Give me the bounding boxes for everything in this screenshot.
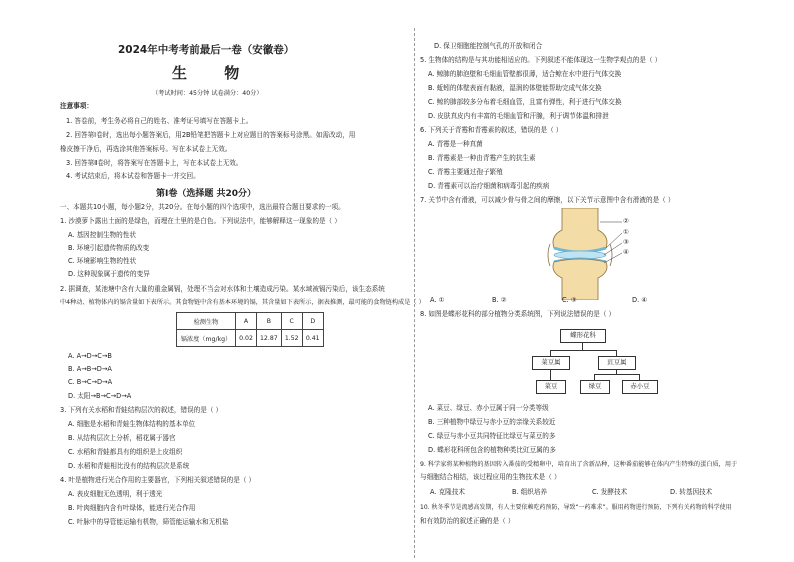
tree-root-node: 蝶形花科 bbox=[560, 329, 606, 343]
joint-label-1: ① bbox=[623, 228, 629, 236]
q1-option-b: B. 环境引起遗传物质的改变 bbox=[68, 244, 150, 252]
question-10-stem: 10. 秋冬季节是流感高发期，有人主要依赖吃药预防，导致“一药难求”。服用药物进行预防，下列有关药物的科学使用 bbox=[420, 504, 732, 511]
exam-info: （考试时间：45分钟 试卷满分：40分） bbox=[152, 90, 263, 97]
question-2-stem-cont: 中4种动、植物体内的镉含量如下表所示。其食物链中含有基本环境的镉，其含量如下表所示，据表推测，最可能的食物链构成是（ ） bbox=[60, 299, 425, 306]
section-intro: 一、本题共10小题，每小题2分，共20分。在每小题的四个选项中，选出最符合题目要求的一项。 bbox=[60, 203, 345, 211]
q5-option-a: A. 鲸肺的肺泡壁和毛细血管壁都很薄，适合鲸在水中进行气体交换 bbox=[428, 70, 622, 78]
note-item: 2. 回答第Ⅰ卷时，选出每小题答案后，用2B铅笔把答题卡上对应题目的答案标号涂黑。如需改动，用 bbox=[66, 131, 356, 139]
note-item: 1. 答卷前，考生务必将自己的姓名、准考证号填写在答题卡上。 bbox=[66, 117, 253, 125]
q8-option-a: A. 菜豆、绿豆、赤小豆属于同一分类等级 bbox=[428, 404, 549, 412]
q3-option-c: C. 水稻和青蛙都具有的组织是上皮组织 bbox=[68, 448, 183, 456]
notes-heading: 注意事项： bbox=[60, 102, 93, 110]
q7-option-c: C. ③ bbox=[562, 296, 577, 304]
q4-option-b: B. 叶肉细胞内含有叶绿体，能进行光合作用 bbox=[68, 504, 196, 512]
q3-option-d: D. 水稻和青蛙相比没有的结构层次是系统 bbox=[68, 462, 190, 470]
q6-option-b: B. 青霉素是一种由青霉产生的抗生素 bbox=[428, 154, 536, 162]
note-item: 3. 回答第Ⅱ卷时，将答案写在答题卡上，写在本试卷上无效。 bbox=[66, 159, 243, 167]
table-cell: A bbox=[236, 313, 257, 330]
q5-option-b: B. 蚯蚓的体壁表面有黏液，湿润的体壁能帮助完成气体交换 bbox=[428, 84, 602, 92]
question-3-stem: 3. 下列有关水稻和青蛙结构层次的叙述，错误的是（ ） bbox=[60, 406, 223, 414]
q1-option-c: C. 环境影响生物的性状 bbox=[68, 257, 137, 265]
question-6-stem: 6. 下列关于青霉和青霉素的叙述，错误的是（ ） bbox=[420, 126, 563, 134]
tree-connector bbox=[594, 374, 640, 375]
q2-option-d: D. 太阳→B→C→D→A bbox=[68, 392, 132, 400]
table-cell: C bbox=[281, 313, 302, 330]
tree-species-node: 赤小豆 bbox=[622, 380, 658, 394]
tree-species-node: 绿豆 bbox=[580, 380, 610, 394]
q4-option-a: A. 表皮细胞无色透明，利于透光 bbox=[68, 490, 163, 498]
q9-option-d: D. 转基因技术 bbox=[670, 488, 713, 496]
q3-option-b: B. 从结构层次上分析，稻花属于器官 bbox=[68, 434, 176, 442]
question-9-stem: 9. 科学家将某种植物的基因转入番茄的受精卵中，培育出了含新品种，这种番茄能够在体内产生特殊的蛋白质，用于 bbox=[420, 461, 738, 468]
q7-option-b: B. ② bbox=[492, 296, 507, 304]
tree-species-node: 菜豆 bbox=[536, 380, 566, 394]
cadmium-table bbox=[176, 312, 324, 347]
q1-option-a: A. 基因控制生物的性状 bbox=[68, 231, 136, 239]
q8-option-d: D. 蝶形花科所包含的植物种类比豇豆属的多 bbox=[428, 446, 556, 454]
table-cell: 0.02 bbox=[236, 330, 257, 347]
q6-option-c: C. 青霉主要通过孢子繁殖 bbox=[428, 168, 503, 176]
note-item: 橡皮擦干净后，再选涂其他答案标号。写在本试卷上无效。 bbox=[60, 145, 232, 153]
question-9-stem-cont: 与细胞结合相结，该过程应用的生物技术是（ ） bbox=[420, 473, 561, 481]
tree-genus-node: 豇豆属 bbox=[598, 356, 636, 370]
question-1-stem: 1. 沙漠萝卜露出土面的是绿色，而埋在土里的是白色。下列说法中，能够解释这一现象的是（ ） bbox=[60, 217, 341, 225]
table-cell: 检测生物 bbox=[177, 313, 236, 330]
question-4-stem: 4. 叶是植物进行光合作用的主要器官，下列相关叙述错误的是（ ） bbox=[60, 476, 256, 484]
tree-connector bbox=[550, 369, 551, 380]
q9-option-a: A. 克隆技术 bbox=[430, 488, 465, 496]
q2-option-b: B. A→B→D→A bbox=[68, 365, 112, 373]
q6-option-d: D. 青霉素可以治疗细菌和病毒引起的疾病 bbox=[428, 182, 550, 190]
q5-option-c: C. 鲸的肺部较多分布着毛细血管，且富有弹性，利于进行气体交换 bbox=[428, 98, 622, 106]
question-5-stem: 5. 生物体的结构是与其功能相适应的。下列叙述不能体现这一生物学观点的是（ ） bbox=[420, 56, 662, 64]
joint-label-2: ② bbox=[623, 217, 629, 225]
subject-title: 生 物 bbox=[172, 64, 256, 82]
q2-option-a: A. A→D→C→B bbox=[68, 352, 112, 360]
q5-option-d: D. 皮肤真皮内有丰富的毛细血管和汗腺，利于调节体温和排泄 bbox=[428, 112, 609, 120]
tree-genus-node: 菜豆属 bbox=[532, 356, 570, 370]
table-cell: 1.52 bbox=[281, 330, 302, 347]
table-cell: 12.87 bbox=[257, 330, 282, 347]
note-item: 4. 考试结束后，将本试卷和答题卡一并交回。 bbox=[66, 172, 200, 180]
table-cell: B bbox=[257, 313, 282, 330]
column-divider bbox=[414, 28, 415, 558]
question-8-stem: 8. 如图是蝶形花科的部分植物分类系统图，下列说法错误的是（ ） bbox=[420, 310, 616, 318]
exam-title: 2024年中考考前最后一卷（安徽卷） bbox=[118, 44, 295, 56]
joint-label-3: ③ bbox=[623, 238, 629, 246]
question-2-stem: 2. 据调查，某池塘中含有大量的重金属镉，处理不当会对水体和土壤造成污染。某水域被镉污染后，该生态系统 bbox=[60, 285, 385, 293]
q7-option-a: A. ① bbox=[430, 296, 445, 304]
q1-option-d: D. 这种现象属于遗传的变异 bbox=[68, 270, 150, 278]
q8-option-c: C. 绿豆与赤小豆共同特征比绿豆与菜豆的多 bbox=[428, 432, 556, 440]
q9-option-b: B. 组织培养 bbox=[512, 488, 548, 496]
q4-option-d: D. 保卫细胞能控制气孔的开放和闭合 bbox=[434, 42, 543, 50]
q6-option-a: A. 青霉是一种真菌 bbox=[428, 140, 483, 148]
table-cell: D bbox=[302, 313, 323, 330]
q4-option-c: C. 叶脉中的导管能运输有机物，筛管能运输水和无机盐 bbox=[68, 518, 229, 526]
q8-option-b: B. 三种植物中绿豆与赤小豆的亲缘关系较近 bbox=[428, 418, 556, 426]
table-cell: 镉浓度（mg/kg） bbox=[177, 330, 236, 347]
q9-option-c: C. 发酵技术 bbox=[592, 488, 628, 496]
joint-label-4: ④ bbox=[623, 248, 629, 256]
q3-option-a: A. 细胞是水稻和青蛙生物体结构的基本单位 bbox=[68, 420, 196, 428]
section-title: 第Ⅰ卷（选择题 共20分） bbox=[156, 189, 257, 199]
tree-connector bbox=[550, 350, 616, 351]
table-cell: 0.41 bbox=[302, 330, 323, 347]
q7-option-d: D. ④ bbox=[632, 296, 648, 304]
question-7-stem: 7. 关节中含有滑液，可以减少骨与骨之间的摩擦，以下关节示意图中含有滑液的是（ ） bbox=[420, 196, 675, 204]
question-10-stem-cont: 和有效防治的叙述正确的是（ ） bbox=[420, 517, 515, 525]
q2-option-c: C. B→C→D→A bbox=[68, 378, 113, 386]
